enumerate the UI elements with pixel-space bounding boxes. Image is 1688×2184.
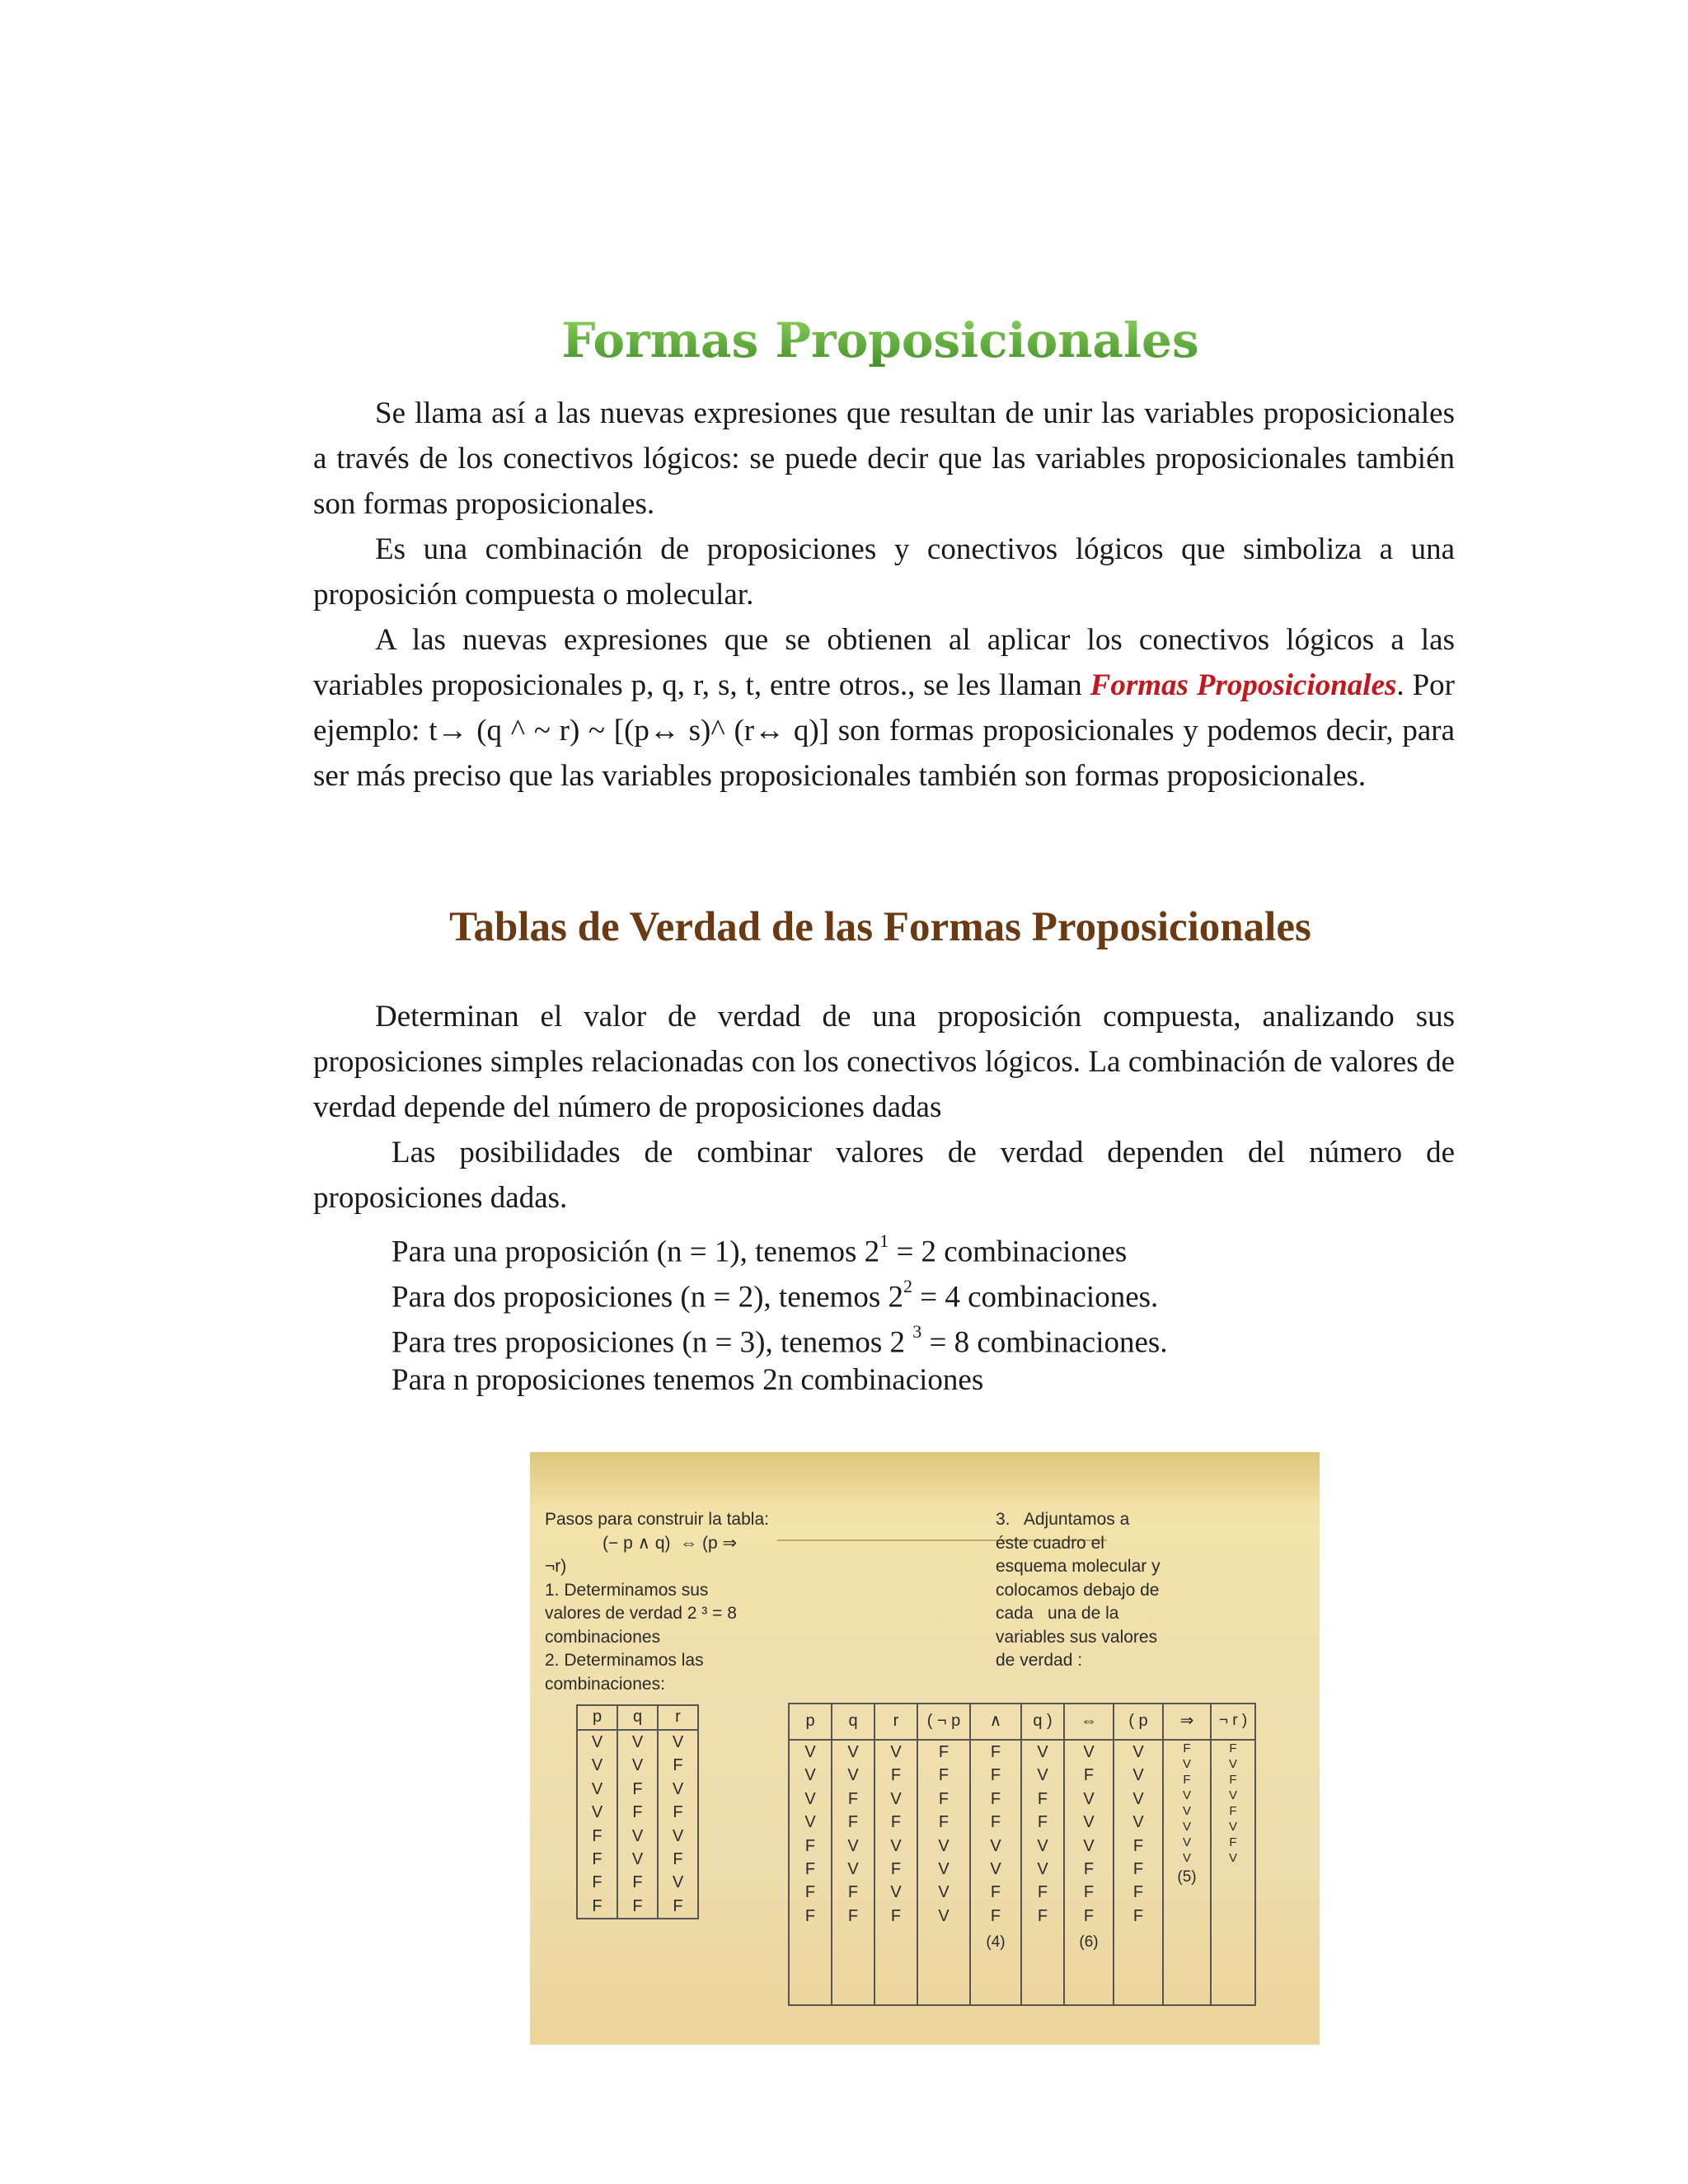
- truth-value: V: [847, 1766, 859, 1785]
- header-r: r: [874, 1704, 917, 1740]
- table-cell: F: [617, 1895, 658, 1919]
- table-row: [577, 1848, 698, 1871]
- table-cell: F: [577, 1895, 617, 1919]
- truth-column: [917, 1740, 970, 2005]
- combinations-table: [576, 1704, 699, 1919]
- header-q: q: [617, 1705, 658, 1730]
- table-cell: V: [577, 1801, 617, 1824]
- truth-value: F: [990, 1883, 1001, 1902]
- table-cell: V: [577, 1778, 617, 1801]
- paragraph-5: Las posibilidades de combinar valores de verdad dependen del número de proposiciones dadas.: [313, 1136, 1455, 1215]
- line-3-result: = 8 combinaciones.: [921, 1325, 1168, 1360]
- truth-value: F: [804, 1883, 816, 1902]
- truth-value: F: [1083, 1766, 1095, 1785]
- table-row: [577, 1825, 698, 1848]
- highlight-term: Formas Proposicionales: [1090, 668, 1397, 702]
- table-cell: V: [658, 1825, 698, 1848]
- step-line: Pasos para construir la tabla:: [545, 1510, 769, 1529]
- truth-value: F: [890, 1813, 902, 1832]
- truth-value: F: [1132, 1836, 1144, 1855]
- truth-value: V: [1037, 1766, 1048, 1785]
- table-cell: V: [658, 1778, 698, 1801]
- line-1-text: Para una proposición (n = 1), tenemos 2: [392, 1235, 880, 1269]
- header-q-close: q ): [1021, 1704, 1064, 1740]
- paragraph-3: [313, 617, 1455, 799]
- truth-value: V: [847, 1836, 859, 1855]
- truth-value: V: [1182, 1820, 1191, 1834]
- truth-value: F: [1083, 1860, 1095, 1879]
- truth-value: F: [847, 1813, 859, 1832]
- truth-value: F: [990, 1789, 1001, 1808]
- paragraph-4: Determinan el valor de verdad de una proposición compuesta, analizando sus proposiciones simples relacionadas con los conectivos lógicos. La combinación de valores de verdad depende del número de proposiciones dadas: [313, 1000, 1455, 1124]
- table-cell: F: [577, 1848, 617, 1871]
- line-3-text: Para tres proposiciones (n = 3), tenemos 2: [392, 1325, 913, 1360]
- truth-value: V: [890, 1789, 902, 1808]
- table-cell: F: [577, 1871, 617, 1894]
- combination-line-4: [392, 1357, 983, 1403]
- truth-values-row: [789, 1740, 1255, 2005]
- header-r: r: [658, 1705, 698, 1730]
- table-cell: F: [617, 1801, 658, 1824]
- truth-value: F: [847, 1883, 859, 1902]
- truth-value: V: [890, 1836, 902, 1855]
- table-row: [577, 1754, 698, 1777]
- line-1-exponent: 1: [879, 1230, 889, 1251]
- truth-value: F: [1183, 1741, 1191, 1755]
- truth-value: F: [890, 1766, 902, 1785]
- truth-value: F: [847, 1906, 859, 1925]
- column-step-label: (6): [1079, 1933, 1099, 1952]
- line-2-result: = 4 combinaciones.: [912, 1280, 1159, 1315]
- header-not-r: ¬ r ): [1211, 1704, 1255, 1740]
- header-iff: ⇔: [1064, 1704, 1114, 1740]
- truth-value: F: [1183, 1773, 1191, 1787]
- header-not-p: ( ¬ p: [917, 1704, 970, 1740]
- truth-column: [874, 1740, 917, 2005]
- truth-value: V: [938, 1860, 950, 1879]
- header-p-open: ( p: [1114, 1704, 1163, 1740]
- step-line: 3. Adjuntamos a: [996, 1510, 1130, 1529]
- step-line: esquema molecular y: [996, 1557, 1160, 1576]
- header-q: q: [832, 1704, 874, 1740]
- step-line: (− p ∧ q) ⇔ (p ⇒: [545, 1533, 738, 1553]
- truth-value: F: [938, 1813, 950, 1832]
- column-step-label: (5): [1177, 1868, 1197, 1886]
- truth-value: V: [1132, 1766, 1144, 1785]
- truth-value: V: [1132, 1789, 1144, 1808]
- truth-column: [789, 1740, 832, 2005]
- truth-value: F: [990, 1906, 1001, 1925]
- table-cell: F: [658, 1754, 698, 1777]
- table-cell: V: [617, 1848, 658, 1871]
- step-line: 2. Determinamos las: [545, 1651, 704, 1670]
- truth-value: F: [1229, 1835, 1237, 1849]
- table-cell: F: [617, 1778, 658, 1801]
- molecular-truth-table: [788, 1703, 1256, 2006]
- truth-value: F: [804, 1836, 816, 1855]
- truth-value: V: [804, 1766, 816, 1785]
- line-1-result: = 2 combinaciones: [889, 1235, 1128, 1269]
- truth-value: F: [1132, 1906, 1144, 1925]
- truth-value: F: [1037, 1906, 1048, 1925]
- truth-column: [832, 1740, 874, 2005]
- paragraph-3-start: A las nuevas expresiones que se obtienen al aplicar los conectivos lógicos a las variables proposicionales p, q, r, s, t, entre otros., se les llaman: [313, 623, 1455, 702]
- section-title: Tablas de Verdad de las Formas Proposicionales: [449, 904, 1311, 950]
- truth-value: V: [1132, 1743, 1144, 1761]
- truth-value: V: [1083, 1813, 1095, 1832]
- truth-table-figure: [530, 1452, 1320, 2045]
- combinations-body: [577, 1730, 698, 1919]
- truth-value: V: [1182, 1835, 1191, 1849]
- truth-value: V: [804, 1813, 816, 1832]
- step-line: 1. Determinamos sus: [545, 1580, 709, 1600]
- table-row: [577, 1801, 698, 1824]
- table-row: [577, 1895, 698, 1919]
- truth-value: V: [1228, 1851, 1237, 1865]
- truth-value: V: [1182, 1788, 1191, 1802]
- column-step-label: (4): [986, 1933, 1006, 1952]
- header-and: ∧: [970, 1704, 1021, 1740]
- truth-value: V: [938, 1906, 950, 1925]
- truth-value: F: [990, 1766, 1001, 1785]
- paragraph-2: Es una combinación de proposiciones y conectivos lógicos que simboliza a una proposición compuesta o molecular.: [313, 532, 1455, 612]
- truth-value: V: [890, 1883, 902, 1902]
- truth-value: F: [938, 1766, 950, 1785]
- truth-value: F: [890, 1860, 902, 1879]
- truth-column: [1114, 1740, 1163, 2005]
- truth-column: [1211, 1740, 1255, 2005]
- step-line: variables sus valores: [996, 1627, 1158, 1647]
- truth-value: V: [890, 1743, 902, 1761]
- step-line: combinaciones:: [545, 1674, 665, 1694]
- table-row: [577, 1730, 698, 1754]
- truth-value: V: [990, 1836, 1001, 1855]
- truth-value: F: [1229, 1741, 1237, 1755]
- truth-value: F: [1037, 1883, 1048, 1902]
- section-paragraphs: [313, 994, 1455, 1221]
- truth-value: F: [1037, 1813, 1048, 1832]
- table-cell: V: [658, 1730, 698, 1754]
- truth-value: V: [990, 1860, 1001, 1879]
- step-line: colocamos debajo de: [996, 1580, 1160, 1600]
- step-line: valores de verdad 2 ³ = 8: [545, 1604, 737, 1623]
- truth-value: V: [1037, 1743, 1048, 1761]
- intro-paragraphs: [313, 391, 1455, 799]
- truth-value: F: [1083, 1883, 1095, 1902]
- table-cell: F: [658, 1895, 698, 1919]
- truth-value: V: [1228, 1757, 1237, 1771]
- table-cell: V: [658, 1871, 698, 1894]
- page-title: Formas Proposicionales: [0, 312, 1688, 369]
- truth-value: V: [1228, 1820, 1237, 1834]
- table-header-row: [577, 1705, 698, 1730]
- table-cell: V: [617, 1825, 658, 1848]
- truth-value: V: [804, 1789, 816, 1808]
- step-line: combinaciones: [545, 1627, 661, 1647]
- truth-value: V: [1037, 1860, 1048, 1879]
- truth-value: V: [1037, 1836, 1048, 1855]
- truth-value: V: [1083, 1836, 1095, 1855]
- truth-value: V: [847, 1743, 859, 1761]
- step-line: de verdad :: [996, 1651, 1083, 1670]
- truth-value: V: [1132, 1813, 1144, 1832]
- truth-value: F: [990, 1813, 1001, 1832]
- truth-value: F: [1229, 1804, 1237, 1818]
- truth-value: F: [938, 1743, 950, 1761]
- table-cell: V: [577, 1754, 617, 1777]
- truth-value: F: [804, 1860, 816, 1879]
- truth-value: V: [847, 1860, 859, 1879]
- truth-value: F: [890, 1906, 902, 1925]
- line-2-text: Para dos proposiciones (n = 2), tenemos 2: [392, 1280, 903, 1315]
- truth-value: V: [1228, 1788, 1237, 1802]
- truth-value: V: [1182, 1804, 1191, 1818]
- truth-value: F: [1132, 1883, 1144, 1902]
- table-cell: V: [577, 1730, 617, 1754]
- table-cell: F: [577, 1825, 617, 1848]
- paragraph-1: Se llama así a las nuevas expresiones que resultan de unir las variables proposicionales a través de los conectivos lógicos: se puede decir que las variables proposicionales también son formas proposicionales.: [313, 396, 1455, 521]
- truth-column: [1021, 1740, 1064, 2005]
- steps-right-text: [996, 1508, 1210, 1673]
- step-line: cada una de la: [996, 1604, 1119, 1623]
- truth-column: [1163, 1740, 1211, 2005]
- table-cell: F: [617, 1871, 658, 1894]
- truth-value: V: [1182, 1851, 1191, 1865]
- header-p: p: [789, 1704, 832, 1740]
- truth-value: V: [804, 1743, 816, 1761]
- truth-value: F: [804, 1906, 816, 1925]
- truth-value: V: [938, 1836, 950, 1855]
- table-row: [577, 1871, 698, 1894]
- header-implies: ⇒: [1163, 1704, 1211, 1740]
- step-line: éste cuadro el: [996, 1533, 1104, 1553]
- truth-value: F: [1083, 1906, 1095, 1925]
- steps-left-text: [545, 1508, 800, 1696]
- truth-value: V: [1083, 1743, 1095, 1761]
- truth-value: F: [847, 1789, 859, 1808]
- truth-value: F: [990, 1743, 1001, 1761]
- table-cell: V: [617, 1730, 658, 1754]
- table-cell: V: [617, 1754, 658, 1777]
- truth-column: [1064, 1740, 1114, 2005]
- step-line: ¬r): [545, 1557, 567, 1576]
- truth-value: F: [1229, 1773, 1237, 1787]
- paragraph-3-end: . Por ejemplo: t→ (q ^ ~ r) ~ [(p↔ s)^ (r↔ q)] son formas proposicionales y podemos decir, para ser más preciso que las variables proposicionales también son formas proposicionales.: [313, 668, 1455, 793]
- line-3-exponent: 3: [912, 1321, 922, 1342]
- table-header-row: [789, 1704, 1255, 1740]
- table-cell: F: [658, 1801, 698, 1824]
- truth-value: F: [938, 1789, 950, 1808]
- line-4-text: Para n proposiciones tenemos 2n combinaciones: [392, 1363, 984, 1397]
- table-row: [577, 1778, 698, 1801]
- table-cell: F: [658, 1848, 698, 1871]
- truth-value: V: [938, 1883, 950, 1902]
- line-2-exponent: 2: [903, 1276, 912, 1296]
- truth-value: V: [1182, 1757, 1191, 1771]
- truth-value: V: [1083, 1789, 1095, 1808]
- header-p: p: [577, 1705, 617, 1730]
- truth-value: F: [1037, 1789, 1048, 1808]
- truth-column: [970, 1740, 1021, 2005]
- truth-value: F: [1132, 1860, 1144, 1879]
